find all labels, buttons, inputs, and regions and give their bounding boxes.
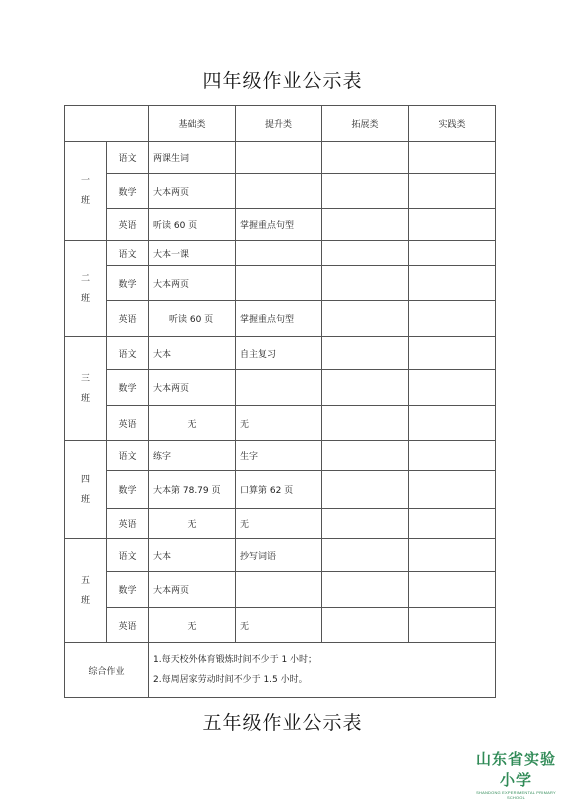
class-label-char: 班 (80, 196, 90, 206)
header-extend: 拓展类 (322, 106, 409, 142)
basic-cell: 听读 60 页 (149, 209, 236, 241)
summary-line-2: 2.每周居家劳动时间不少于 1.5 小时。 (153, 675, 308, 685)
subject-cell: 数学 (107, 174, 149, 209)
practice-cell (409, 509, 496, 539)
subject-cell: 语文 (107, 539, 149, 572)
practice-cell (409, 441, 496, 471)
practice-cell (409, 370, 496, 406)
extend-cell (322, 370, 409, 406)
table-row (65, 301, 496, 337)
page-title-grade4: 四年级作业公示表 (202, 70, 363, 92)
basic-cell: 大本 (149, 539, 236, 572)
basic-cell: 无 (149, 509, 236, 539)
improve-cell: 掌握重点句型 (236, 301, 322, 337)
subject-cell: 数学 (107, 471, 149, 509)
practice-cell (409, 337, 496, 370)
header-practice: 实践类 (409, 106, 496, 142)
extend-cell (322, 209, 409, 241)
class-label-char: 三 (80, 373, 90, 384)
basic-cell: 大本两页 (149, 572, 236, 608)
improve-cell: 无 (236, 509, 322, 539)
improve-cell: 无 (236, 608, 322, 643)
header-improve: 提升类 (236, 106, 322, 142)
improve-cell (236, 241, 322, 266)
summary-content (149, 643, 496, 698)
subject-cell: 英语 (107, 301, 149, 337)
table-row (65, 209, 496, 241)
basic-cell: 练字 (149, 441, 236, 471)
practice-cell (409, 142, 496, 174)
practice-cell (409, 241, 496, 266)
summary-label: 综合作业 (65, 643, 149, 698)
practice-cell (409, 301, 496, 337)
improve-cell: 生字 (236, 441, 322, 471)
subject-cell: 数学 (107, 572, 149, 608)
school-logo-text: 山东省实验小学 (475, 750, 556, 789)
school-logo-subtext: SHANDONG EXPERIMENTAL PRIMARY SCHOOL (476, 790, 556, 800)
extend-cell (322, 441, 409, 471)
class-label-char: 五 (80, 575, 90, 586)
table-row (65, 337, 496, 370)
table-row (65, 142, 496, 174)
improve-cell (236, 370, 322, 406)
extend-cell (322, 266, 409, 301)
basic-cell: 大本两页 (149, 174, 236, 209)
summary-line-1: 1.每天校外体育锻炼时间不少于 1 小时； (153, 655, 318, 665)
improve-cell (236, 266, 322, 301)
improve-cell: 无 (236, 406, 322, 441)
subject-cell: 英语 (107, 509, 149, 539)
basic-cell: 无 (149, 406, 236, 441)
subject-cell: 英语 (107, 608, 149, 643)
subject-cell: 语文 (107, 241, 149, 266)
extend-cell (322, 471, 409, 509)
subject-cell: 英语 (107, 209, 149, 241)
practice-cell (409, 539, 496, 572)
table-row (65, 241, 496, 266)
subject-cell: 数学 (107, 370, 149, 406)
extend-cell (322, 509, 409, 539)
class-label-char: 一 (80, 176, 90, 186)
table-row (65, 441, 496, 471)
table-row (65, 509, 496, 539)
extend-cell (322, 174, 409, 209)
page-title-grade5: 五年级作业公示表 (202, 712, 363, 734)
school-logo (470, 748, 562, 800)
basic-cell: 大本一课 (149, 241, 236, 266)
subject-cell: 数学 (107, 266, 149, 301)
basic-cell: 大本两页 (149, 370, 236, 406)
header-basic: 基础类 (149, 106, 236, 142)
class-label-char: 班 (80, 293, 90, 304)
improve-cell: 口算第 62 页 (236, 471, 322, 509)
subject-cell: 语文 (107, 441, 149, 471)
practice-cell (409, 174, 496, 209)
improve-cell (236, 142, 322, 174)
class-label-3 (65, 337, 107, 441)
homework-table (64, 105, 496, 698)
extend-cell (322, 337, 409, 370)
table-row (65, 572, 496, 608)
class-label-char: 二 (80, 273, 90, 284)
extend-cell (322, 608, 409, 643)
table-row (65, 266, 496, 301)
table-row (65, 370, 496, 406)
class-label-2 (65, 241, 107, 337)
class-label-5 (65, 539, 107, 643)
practice-cell (409, 266, 496, 301)
basic-cell: 两课生词 (149, 142, 236, 174)
class-label-char: 班 (80, 393, 90, 404)
class-label-char: 班 (80, 494, 90, 505)
basic-cell: 大本 (149, 337, 236, 370)
subject-cell: 语文 (107, 337, 149, 370)
extend-cell (322, 539, 409, 572)
header-row (65, 106, 496, 142)
improve-cell: 抄写词语 (236, 539, 322, 572)
basic-cell: 大本第 78.79 页 (149, 471, 236, 509)
table-row (65, 539, 496, 572)
subject-cell: 语文 (107, 142, 149, 174)
table-row (65, 471, 496, 509)
summary-row (65, 643, 496, 698)
improve-cell (236, 572, 322, 608)
extend-cell (322, 406, 409, 441)
basic-cell: 听读 60 页 (149, 301, 236, 337)
extend-cell (322, 572, 409, 608)
extend-cell (322, 241, 409, 266)
improve-cell: 自主复习 (236, 337, 322, 370)
improve-cell: 掌握重点句型 (236, 209, 322, 241)
table-row (65, 174, 496, 209)
subject-cell: 英语 (107, 406, 149, 441)
basic-cell: 大本两页 (149, 266, 236, 301)
class-label-4 (65, 441, 107, 539)
practice-cell (409, 572, 496, 608)
table-row (65, 608, 496, 643)
practice-cell (409, 471, 496, 509)
class-label-1 (65, 142, 107, 241)
header-corner-cell (65, 106, 149, 142)
extend-cell (322, 142, 409, 174)
class-label-char: 四 (80, 474, 90, 485)
table-row (65, 406, 496, 441)
practice-cell (409, 608, 496, 643)
basic-cell: 无 (149, 608, 236, 643)
practice-cell (409, 209, 496, 241)
extend-cell (322, 301, 409, 337)
improve-cell (236, 174, 322, 209)
class-label-char: 班 (80, 595, 90, 606)
practice-cell (409, 406, 496, 441)
